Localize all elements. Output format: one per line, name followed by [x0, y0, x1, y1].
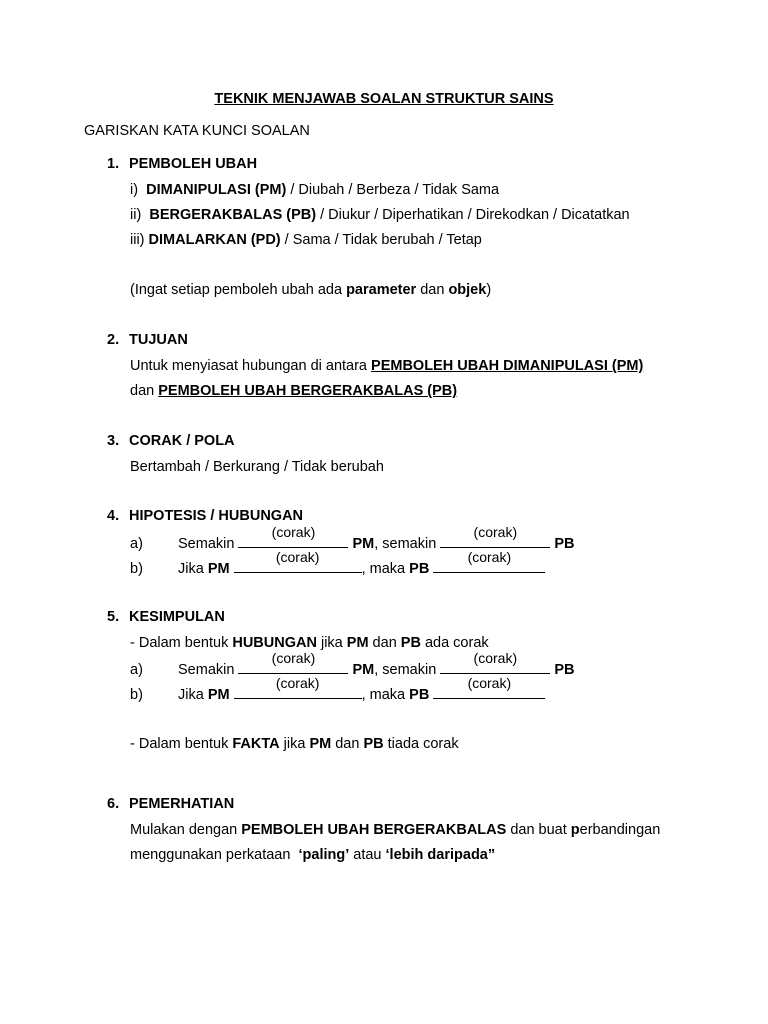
conclusion-text: tiada corak	[383, 736, 459, 752]
observation-text: atau	[349, 847, 386, 863]
item-term: DIMALARKAN (PD)	[148, 232, 281, 248]
section-number: 3.	[107, 433, 120, 449]
template-word: Jika	[178, 687, 204, 703]
conclusion-keyword: HUBUNGAN	[232, 635, 317, 651]
blank-hint: (corak)	[271, 524, 316, 540]
pattern-options: Bertambah / Berkurang / Tidak berubah	[130, 459, 384, 475]
answer-blank	[440, 524, 550, 548]
blank-hint: (corak)	[275, 675, 320, 691]
section-number: 4.	[107, 508, 120, 524]
pm-label: PM	[346, 635, 369, 651]
blank-hint: (corak)	[271, 650, 316, 666]
section-1-heading	[107, 155, 257, 173]
section-title: TUJUAN	[129, 332, 188, 348]
observation-text: Mulakan dengan	[130, 822, 242, 838]
section-2-heading	[107, 331, 188, 349]
note-text: )	[486, 282, 492, 298]
template-word: Jika	[178, 561, 204, 577]
conclusion-fact	[130, 735, 459, 753]
observation-bold-letter: p	[570, 822, 580, 838]
template-word: , semakin	[374, 662, 437, 678]
pb-label: PB	[363, 736, 384, 752]
aim-line-1	[130, 357, 643, 375]
conclusion-text: dan	[368, 635, 401, 651]
item-term: DIMANIPULASI (PM)	[146, 182, 287, 198]
section-title: HIPOTESIS / HUBUNGAN	[129, 508, 304, 524]
blank-hint: (corak)	[473, 650, 518, 666]
hypothesis-b	[130, 549, 545, 578]
conclusion-text: - Dalam bentuk	[130, 635, 233, 651]
conclusion-text: - Dalam bentuk	[130, 736, 233, 752]
observation-word-paling: ‘paling’	[298, 847, 350, 863]
answer-blank	[234, 675, 362, 699]
item-label: iii)	[130, 232, 145, 248]
item-label: a)	[130, 662, 143, 678]
item-synonyms: / Diukur / Diperhatikan / Direkodkan / Dicatatkan	[320, 207, 630, 223]
note-text: dan	[416, 282, 449, 298]
pm-label: PM	[352, 536, 375, 552]
variable-constant	[130, 231, 482, 249]
pm-label: PM	[207, 561, 230, 577]
section-number: 5.	[107, 609, 120, 625]
section-title: PEMBOLEH UBAH	[129, 156, 258, 172]
section-number: 2.	[107, 332, 120, 348]
blank-hint: (corak)	[275, 549, 320, 565]
pm-label: PM	[309, 736, 332, 752]
note-parameter: parameter	[346, 282, 417, 298]
variable-manipulated	[130, 181, 499, 199]
section-6-heading	[107, 795, 234, 813]
observation-text: dan buat	[506, 822, 571, 838]
conclusion-b	[130, 675, 545, 704]
note-text: (Ingat setiap pemboleh ubah ada	[130, 282, 347, 298]
answer-blank	[238, 650, 348, 674]
pb-label: PB	[554, 662, 575, 678]
template-word: , maka	[361, 561, 406, 577]
observation-word-lebih: ‘lebih daripada”	[385, 847, 496, 863]
aim-text: dan	[130, 383, 159, 399]
answer-blank	[238, 524, 348, 548]
intro-text: GARISKAN KATA KUNCI SOALAN	[84, 123, 310, 139]
pm-label: PM	[207, 687, 230, 703]
observation-text: menggunakan perkataan	[130, 847, 299, 863]
observation-line-2	[130, 846, 495, 864]
pb-label: PB	[409, 687, 430, 703]
blank-hint: (corak)	[467, 549, 512, 565]
variable-responding	[130, 206, 630, 224]
section-number: 1.	[107, 156, 120, 172]
conclusion-text: ada corak	[420, 635, 489, 651]
blank-hint: (corak)	[467, 675, 512, 691]
answer-blank	[440, 650, 550, 674]
template-word: Semakin	[178, 536, 235, 552]
observation-keyword: PEMBOLEH UBAH BERGERAKBALAS	[241, 822, 507, 838]
item-label: b)	[130, 561, 143, 577]
item-synonyms: / Diubah / Berbeza / Tidak Sama	[290, 182, 500, 198]
section-5-heading	[107, 608, 225, 626]
conclusion-text: jika	[279, 736, 310, 752]
variable-note	[130, 281, 491, 299]
pb-label: PB	[409, 561, 430, 577]
item-label: a)	[130, 536, 143, 552]
pb-label: PB	[554, 536, 575, 552]
observation-line-1	[130, 821, 660, 839]
template-word: , semakin	[374, 536, 437, 552]
template-word: , maka	[361, 687, 406, 703]
section-title: PEMERHATIAN	[129, 796, 235, 812]
section-3-heading	[107, 432, 235, 450]
note-object: objek	[448, 282, 487, 298]
section-number: 6.	[107, 796, 120, 812]
conclusion-keyword: FAKTA	[232, 736, 280, 752]
pb-label: PB	[400, 635, 421, 651]
observation-text: erbandingan	[579, 822, 661, 838]
item-term: BERGERAKBALAS (PB)	[149, 207, 317, 223]
pm-label: PM	[352, 662, 375, 678]
item-label: ii)	[130, 207, 142, 223]
aim-line-2	[130, 382, 457, 400]
aim-responding: PEMBOLEH UBAH BERGERAKBALAS (PB)	[158, 383, 458, 399]
template-word: Semakin	[178, 662, 235, 678]
conclusion-text: dan	[331, 736, 364, 752]
answer-blank	[433, 675, 545, 699]
aim-text: Untuk menyiasat hubungan di antara	[130, 358, 372, 374]
blank-hint: (corak)	[473, 524, 518, 540]
aim-manipulated: PEMBOLEH UBAH DIMANIPULASI (PM)	[371, 358, 644, 374]
section-title: CORAK / POLA	[129, 433, 235, 449]
item-label: i)	[130, 182, 139, 198]
answer-blank	[433, 549, 545, 573]
item-synonyms: / Sama / Tidak berubah / Tetap	[284, 232, 482, 248]
page-title: TEKNIK MENJAWAB SOALAN STRUKTUR SAINS	[214, 91, 554, 107]
answer-blank	[234, 549, 362, 573]
conclusion-text: jika	[316, 635, 347, 651]
item-label: b)	[130, 687, 143, 703]
section-title: KESIMPULAN	[129, 609, 225, 625]
